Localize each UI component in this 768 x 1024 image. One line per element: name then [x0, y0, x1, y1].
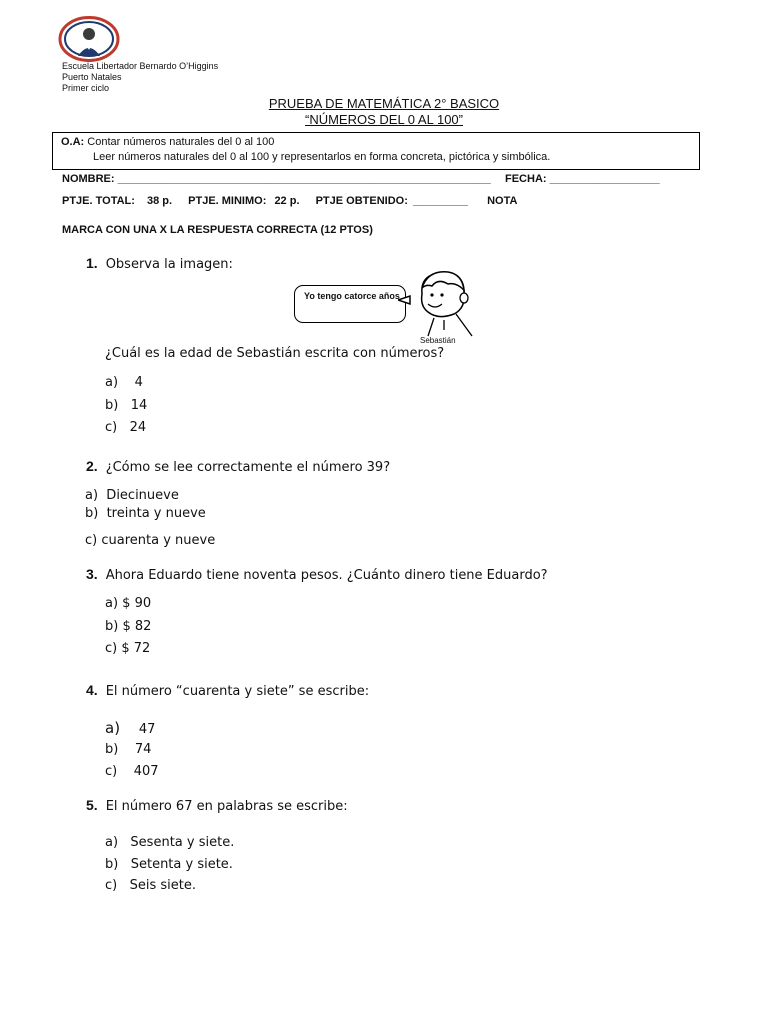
- character-name: Sebastián: [420, 336, 456, 345]
- option-letter: a): [105, 719, 121, 737]
- question-text: El número “cuarenta y siete” se escribe:: [105, 684, 370, 699]
- question-5: [86, 797, 348, 814]
- option-5c[interactable]: c) Seis siete.: [105, 878, 196, 893]
- option-1c[interactable]: c) 24: [105, 420, 147, 435]
- min-score-value: 22 p.: [274, 195, 300, 207]
- name-label: NOMBRE:: [62, 173, 118, 185]
- option-2c[interactable]: c) cuarenta y nueve: [85, 533, 216, 548]
- question-number: 1.: [86, 255, 98, 271]
- question-number: 2.: [86, 458, 98, 474]
- option-4a[interactable]: [105, 719, 155, 737]
- option-2a[interactable]: a) Diecinueve: [85, 488, 179, 503]
- grade-label: NOTA: [487, 195, 518, 207]
- option-5a[interactable]: a) Sesenta y siete.: [105, 835, 235, 850]
- objective-line-1: Contar números naturales del 0 al 100: [87, 136, 275, 148]
- question-text: Ahora Eduardo tiene noventa pesos. ¿Cuánto dinero tiene Eduardo?: [105, 568, 548, 583]
- min-score-label: PTJE. MINIMO:: [188, 195, 267, 207]
- question-2: [86, 458, 390, 475]
- question-3: [86, 566, 548, 583]
- option-4b[interactable]: b) 74: [105, 742, 152, 757]
- question-4: [86, 682, 369, 699]
- boy-illustration: [398, 268, 488, 338]
- speech-bubble: [294, 285, 406, 323]
- page-title: PRUEBA DE MATEMÁTICA 2° BASICO: [268, 96, 500, 111]
- objective-line-2: Leer números naturales del 0 al 100 y representarlos en forma concreta, pictórica y simbólica.: [93, 151, 551, 163]
- option-2b[interactable]: b) treinta y nueve: [85, 506, 206, 521]
- question-number: 4.: [86, 682, 98, 698]
- objectives-box: [52, 132, 700, 170]
- school-cycle: Primer ciclo: [62, 83, 110, 93]
- speech-text: Yo tengo catorce años: [304, 291, 400, 301]
- objectives-label: O.A:: [61, 136, 85, 148]
- instructions: MARCA CON UNA X LA RESPUESTA CORRECTA (12 PTOS): [62, 224, 373, 236]
- question-text: Observa la imagen:: [105, 257, 233, 272]
- page-subtitle: “NÚMEROS DEL 0 AL 100”: [305, 112, 463, 127]
- question-number: 3.: [86, 566, 98, 582]
- option-1a[interactable]: a) 4: [105, 375, 143, 390]
- total-score-label: PTJE. TOTAL:: [62, 195, 135, 207]
- question-text: ¿Cómo se lee correctamente el número 39?: [105, 460, 391, 475]
- option-value: 47: [138, 722, 156, 737]
- total-score-value: 38 p.: [147, 195, 173, 207]
- question-1: [86, 255, 233, 272]
- obtained-score-field[interactable]: _________: [412, 195, 468, 207]
- name-field[interactable]: _____________________________________________________________: [117, 173, 491, 185]
- option-3b[interactable]: b) $ 82: [105, 619, 152, 634]
- option-1b[interactable]: b) 14: [105, 398, 148, 413]
- question-number: 5.: [86, 797, 98, 813]
- school-name: Escuela Libertador Bernardo O’Higgins: [62, 61, 219, 71]
- date-field[interactable]: __________________: [549, 173, 660, 185]
- obtained-score-label: PTJE OBTENIDO:: [315, 195, 408, 207]
- option-3a[interactable]: a) $ 90: [105, 596, 152, 611]
- school-logo: [58, 16, 120, 62]
- question-1-prompt: ¿Cuál es la edad de Sebastián escrita con números?: [105, 346, 445, 361]
- option-3c[interactable]: c) $ 72: [105, 641, 151, 656]
- date-label: FECHA:: [505, 173, 550, 185]
- school-city: Puerto Natales: [62, 72, 122, 82]
- option-4c[interactable]: c) 407: [105, 764, 159, 779]
- option-5b[interactable]: b) Setenta y siete.: [105, 857, 233, 872]
- question-text: El número 67 en palabras se escribe:: [105, 799, 348, 814]
